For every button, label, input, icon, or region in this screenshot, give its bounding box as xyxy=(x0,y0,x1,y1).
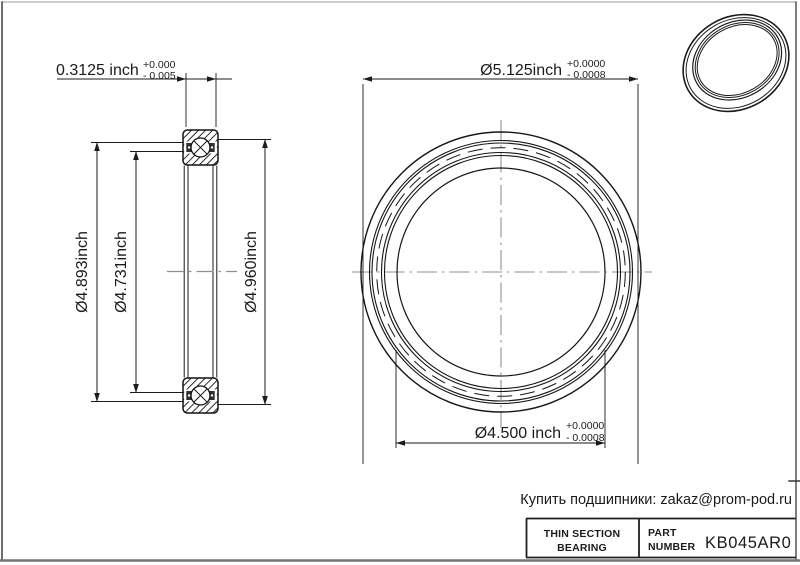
dim-bore-tol-minus: - 0.0008 xyxy=(566,432,605,444)
arrowhead xyxy=(262,396,268,405)
dim-od-value: Ø5.125inch xyxy=(480,62,562,79)
arrowhead xyxy=(177,76,186,81)
dim-bore-value: Ø4.500 inch xyxy=(474,425,561,442)
section-bottom xyxy=(183,378,218,413)
part-label-line2: NUMBER xyxy=(648,541,696,553)
dim-outer-race-value: Ø4.893inch xyxy=(74,231,91,313)
section-top xyxy=(183,130,218,165)
part-label-line1: PART xyxy=(648,527,677,539)
title-block xyxy=(526,519,796,558)
arrowhead xyxy=(262,139,268,148)
product-type-line2: BEARING xyxy=(557,542,607,554)
dim-inner-ring-od-value: Ø4.960inch xyxy=(243,231,260,313)
dim-bore-tol-plus: +0.0000 xyxy=(566,420,605,432)
front-view xyxy=(352,58,652,464)
dim-od-tol-plus: +0.0000 xyxy=(567,58,606,70)
dim-inner-ring-od xyxy=(217,139,271,405)
arrowhead xyxy=(363,76,372,82)
arrowhead xyxy=(207,76,216,81)
arrowhead xyxy=(133,384,139,393)
dim-inner-race-value: Ø4.731inch xyxy=(113,231,130,313)
product-type-line1: THIN SECTION xyxy=(543,528,621,540)
arrowhead xyxy=(629,76,638,82)
dim-width xyxy=(56,59,232,127)
arrowhead xyxy=(94,393,100,402)
part-number: KB045AR0 xyxy=(705,534,792,552)
arrowhead xyxy=(133,151,139,160)
dim-width-tol-minus: - 0.005 xyxy=(143,70,176,82)
contact-note: Купить подшипники: zakaz@prom-pod.ru xyxy=(520,492,792,508)
arrowhead xyxy=(396,440,405,446)
dim-width-value: 0.3125 inch xyxy=(56,62,139,79)
dim-od-tol-minus: - 0.0008 xyxy=(567,69,606,81)
isometric-view xyxy=(665,0,800,130)
side-section-view xyxy=(56,59,271,413)
arrowhead xyxy=(94,142,100,151)
dim-width-tol-plus: +0.000 xyxy=(143,59,176,71)
